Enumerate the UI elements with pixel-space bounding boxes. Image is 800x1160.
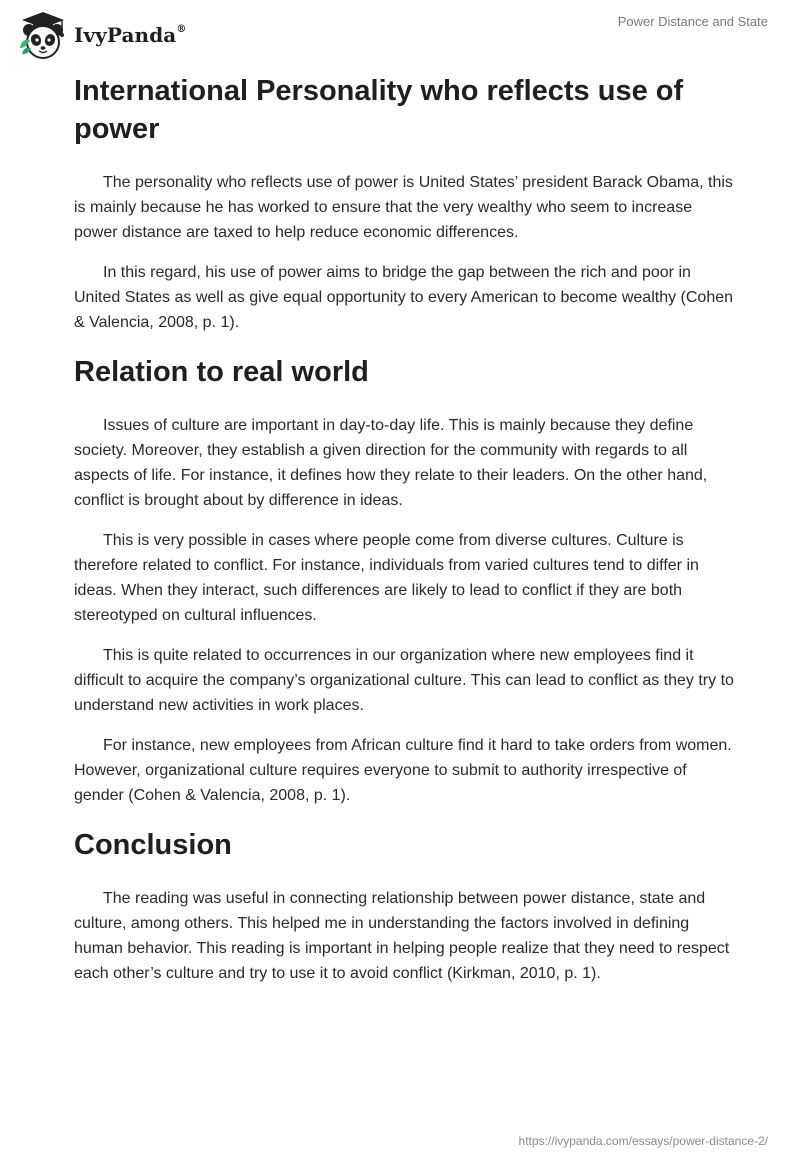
brand-name: IvyPanda® xyxy=(74,23,187,47)
essay-body xyxy=(74,72,734,1001)
paragraph: In this regard, his use of power aims to bridge the gap between the rich and poor in United States as well as give equal opportunity to every American to become wealthy (Cohen & Valencia, 2008, p. 1). xyxy=(74,264,734,331)
paragraph: This is very possible in cases where people come from diverse cultures. Culture is therefore related to conflict. For instance, individuals from varied cultures tend to differ in ideas. When they interact, such differences are likely to lead to conflict if they are both stereotyped on cultural influences. xyxy=(74,532,699,624)
source-url-link[interactable]: https://ivypanda.com/essays/power-distance-2/ xyxy=(518,1134,768,1148)
ivypanda-logo[interactable] xyxy=(16,10,186,60)
section-heading: International Personality who reflects use of power xyxy=(74,75,684,145)
registered-mark: ® xyxy=(176,24,187,36)
section-relation-to-real-world xyxy=(74,353,734,808)
section-heading: Conclusion xyxy=(74,829,232,861)
panda-graduate-icon xyxy=(16,10,70,60)
document-title: Power Distance and State xyxy=(617,14,768,29)
paragraph: For instance, new employees from African culture find it hard to take orders from women. However, organizational culture requires everyone to submit to authority irrespective of gender (Cohen & Valencia, 2008, p. 1). xyxy=(74,737,732,804)
paragraph: The personality who reflects use of power is United States’ president Barack Obama, this is mainly because he has worked to ensure that the very wealthy who seem to increase power distance are taxed to help reduce economic differences. xyxy=(74,174,733,241)
section-international-personality xyxy=(74,72,734,335)
paragraph: Issues of culture are important in day-to-day life. This is mainly because they define society. Moreover, they establish a given direction for the community with regards to all aspects of life. For instance, it defines how they relate to their leaders. On the other hand, conflict is brought about by difference in ideas. xyxy=(74,417,708,509)
section-heading: Relation to real world xyxy=(74,356,369,388)
section-conclusion xyxy=(74,826,734,986)
paragraph: This is quite related to occurrences in our organization where new employees find it difficult to acquire the company’s organizational culture. This can lead to conflict as they try to understand new activities in work places. xyxy=(74,647,734,714)
page-header xyxy=(0,0,800,70)
paragraph: The reading was useful in connecting relationship between power distance, state and culture, among others. This helped me in understanding the factors involved in defining human behavior. This reading is important in helping people realize that they need to respect each other’s culture and try to use it to avoid conflict (Kirkman, 2010, p. 1). xyxy=(74,890,730,982)
